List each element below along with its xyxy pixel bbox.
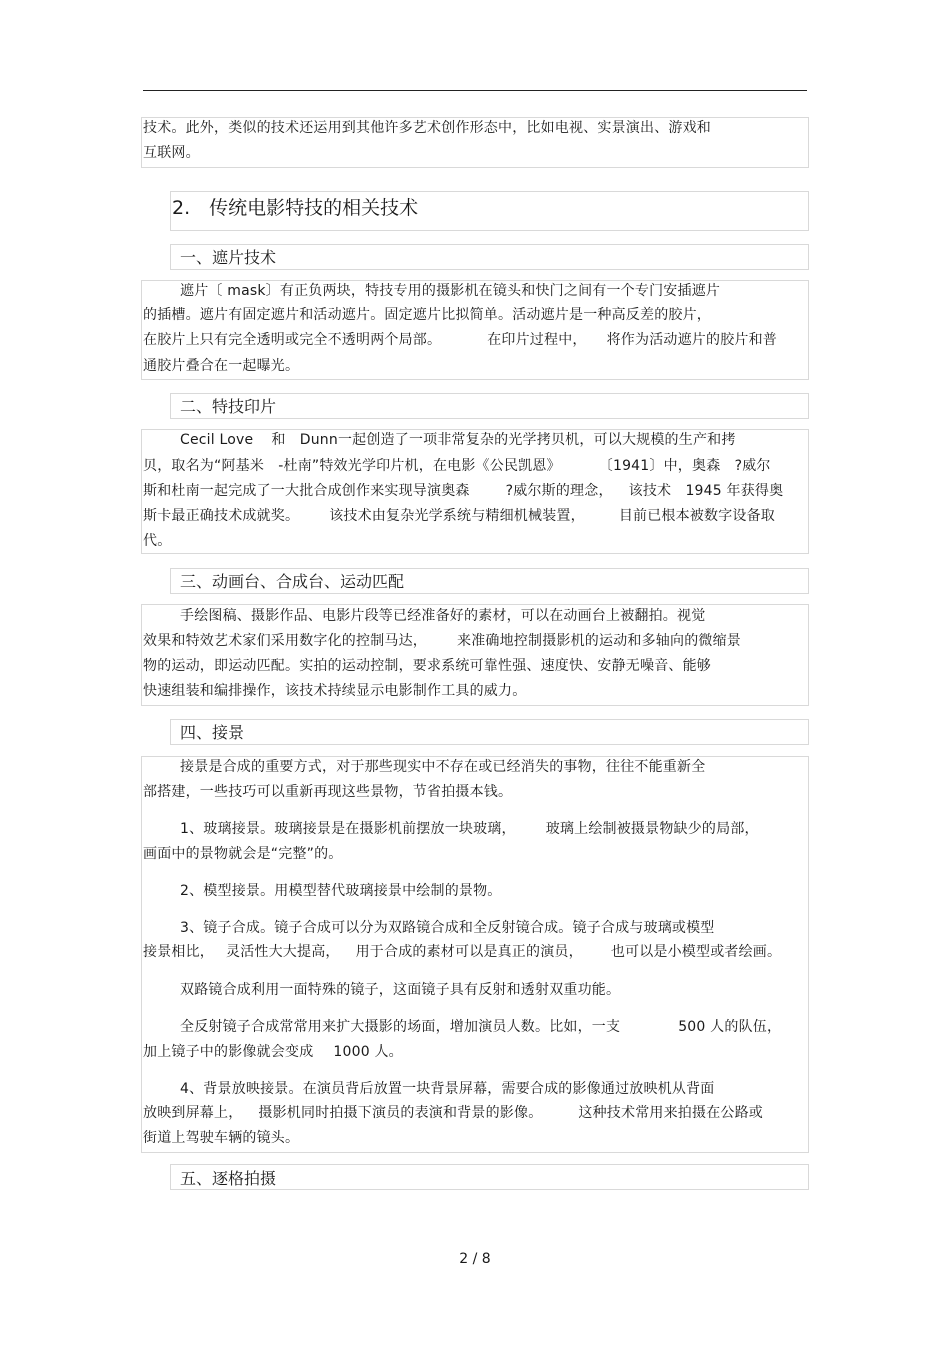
- subsection-heading: 二、特技印片: [180, 397, 277, 416]
- body-line: 代。: [143, 533, 172, 549]
- subsection-heading: 四、接景: [180, 723, 245, 742]
- subsection-heading: 一、遮片技术: [180, 248, 277, 267]
- body-line: 接景相比， 灵活性大大提高， 用于合成的素材可以是真正的演员， 也可以是小模型或者绘画。: [143, 944, 782, 960]
- body-line: 2、模型接景。用模型替代玻璃接景中绘制的景物。: [180, 883, 502, 899]
- body-line: 双路镜合成利用一面特殊的镜子，这面镜子具有反射和透射双重功能。: [180, 982, 621, 998]
- body-line: 快速组装和编排操作，该技术持续显示电影制作工具的威力。: [143, 683, 527, 699]
- body-line: 1、玻璃接景。玻璃接景是在摄影机前摆放一块玻璃， 玻璃上绘制被摄景物缺少的局部，: [180, 821, 759, 837]
- body-line: 互联网。: [143, 145, 200, 161]
- body-line: 斯卡最正确技术成就奖。 该技术由复杂光学系统与精细机械装置， 目前已根本被数字设备取: [143, 508, 776, 524]
- section-title: 2. 传统电影特技的相关技术: [172, 197, 419, 219]
- page-number: 2 / 8: [459, 1251, 491, 1267]
- subsection-heading: 三、动画台、合成台、运动匹配: [180, 572, 405, 591]
- body-line: 画面中的景物就会是“完整”的。: [143, 846, 343, 862]
- body-line: 在胶片上只有完全透明或完全不透明两个局部。 在印片过程中， 将作为活动遮片的胶片和普: [143, 332, 778, 348]
- body-line: 部搭建，一些技巧可以重新再现这些景物，节省拍摄本钱。: [143, 784, 513, 800]
- heading-frame: [170, 719, 809, 745]
- body-line: 3、镜子合成。镜子合成可以分为双路镜合成和全反射镜合成。镜子合成与玻璃或模型: [180, 920, 715, 936]
- body-line: 手绘图稿、摄影作品、电影片段等已经准备好的素材，可以在动画台上被翻拍。视觉: [180, 608, 706, 624]
- body-line: 街道上驾驶车辆的镜头。: [143, 1130, 300, 1146]
- body-line: 通胶片叠合在一起曝光。: [143, 358, 300, 374]
- body-line: 物的运动，即运动匹配。实拍的运动控制，要求系统可靠性强、速度快、安静无噪音、能够: [143, 658, 711, 674]
- body-line: 技术。此外，类似的技术还运用到其他许多艺术创作形态中，比如电视、实景演出、游戏和: [143, 120, 711, 136]
- body-line: 效果和特效艺术家们采用数字化的控制马达， 来准确地控制摄影机的运动和多轴向的微缩景: [143, 633, 741, 649]
- body-line: 贝，取名为“阿基米 -杜南”特效光学印片机，在电影《公民凯恩》 〔1941〕中，奥森 ?威尔: [143, 458, 771, 474]
- subsection-heading: 五、逐格拍摄: [180, 1169, 277, 1188]
- body-line: 遮片〔 mask〕有正负两块，特技专用的摄影机在镜头和快门之间有一个专门安插遮片: [180, 283, 721, 299]
- body-line: 放映到屏幕上， 摄影机同时拍摄下演员的表演和背景的影像。 这种技术常用来拍摄在公路或: [143, 1105, 764, 1121]
- body-line: 加上镜子中的影像就会变成 1000 人。: [143, 1044, 403, 1060]
- body-line: 的插槽。遮片有固定遮片和活动遮片。固定遮片比拟简单。活动遮片是一种高反差的胶片，: [143, 307, 711, 323]
- body-line: 全反射镜子合成常常用来扩大摄影的场面，增加演员人数。比如，一支 500 人的队伍，: [180, 1019, 782, 1035]
- body-line: 接景是合成的重要方式，对于那些现实中不存在或已经消失的事物，往往不能重新全: [180, 759, 706, 775]
- body-line: 4、背景放映接景。在演员背后放置一块背景屏幕，需要合成的影像通过放映机从背面: [180, 1081, 715, 1097]
- body-line: 斯和杜南一起完成了一大批合成创作来实现导演奥森 ?威尔斯的理念， 该技术 1945 年获得奥: [143, 483, 784, 499]
- body-line: Cecil Love 和 Dunn一起创造了一项非常复杂的光学拷贝机，可以大规模的生产和拷: [180, 432, 736, 448]
- header-rule: [143, 90, 807, 91]
